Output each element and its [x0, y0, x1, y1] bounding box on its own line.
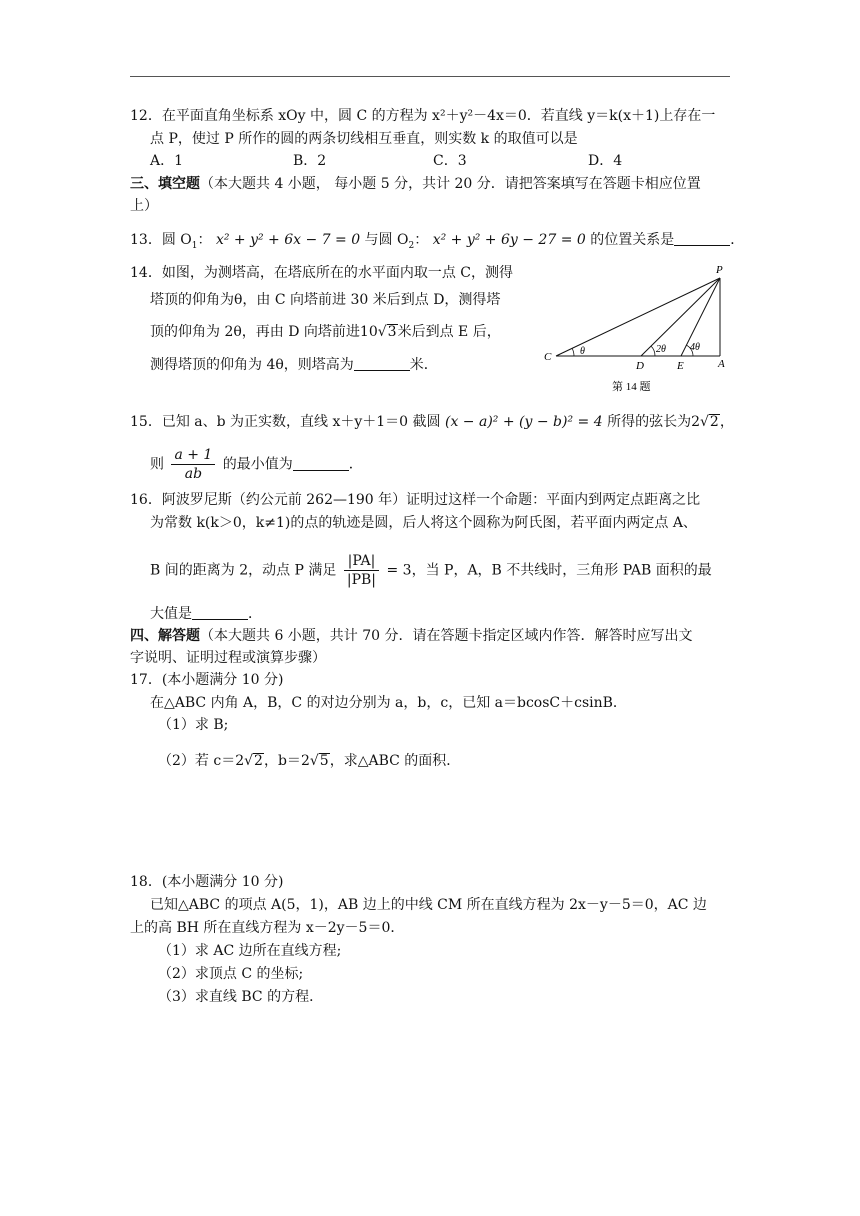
q13-sub1: 1 — [191, 240, 198, 251]
q16-line2: 为常数 k(k＞0，k≠1)的点的轨迹是圆，后人将这个圆称为阿氏图，若平面内两定点 A、 — [150, 515, 697, 531]
q14-line3rad: 3 — [387, 324, 397, 340]
section3-desc2: 上） — [130, 198, 158, 214]
fig-label-c: C — [544, 351, 552, 363]
q16-line3eq: = 3 — [386, 562, 412, 579]
q13-eq2: x² + y² + 6y − 27 = 0 — [432, 232, 586, 248]
q13-mid: 与圆 O — [360, 232, 409, 248]
q16-line3 — [150, 552, 712, 589]
q17-part2c: 2 — [235, 753, 245, 769]
section4-heading — [130, 626, 693, 646]
section3-heading — [130, 174, 701, 194]
q15-line2b: 的最小值为 — [222, 456, 293, 473]
q12-line2: 点 P，使过 P 所作的圆的两条切线相互垂直，则实数 k 的取值可以是 — [150, 131, 578, 147]
q16-line4end: ． — [248, 606, 262, 622]
q17-part2: （2）若 c＝2√2，b＝2√5，求△ABC 的面积． — [158, 753, 461, 769]
section3-desc1: （本大题共 4 小题， 每小题 5 分，共计 20 分．请把答案填写在答题卡相应位置 — [200, 176, 701, 192]
fig-label-e: E — [677, 360, 684, 372]
q15-circle-eq: (x − a)² + (y − b)² = 4 — [445, 414, 603, 430]
q13-sub2: 2 — [408, 240, 415, 251]
section4-desc1: （本大题共 6 小题，共计 70 分．请在答题卡指定区域内作答．解答时应写出文 — [200, 628, 693, 644]
q17-line1: 在△ABC 内角 A，B，C 的对边分别为 a，b，c，已知 a＝bcosC＋csinB． — [150, 695, 627, 711]
q17-part2d: 2 — [300, 753, 310, 769]
q16-line1: 16．阿波罗尼斯（约公元前 262—190 年）证明过这样一个命题：平面内到两定点距离之比 — [130, 492, 701, 508]
q15-line1b: 所得的弦长为 — [607, 414, 692, 430]
q17-part2a: （2）若 c＝ — [158, 753, 236, 769]
q15-line2 — [150, 446, 363, 483]
q15-frac-num: a + 1 — [171, 446, 215, 465]
q14-figure — [540, 260, 740, 400]
q18-part2: （2）求顶点 C 的坐标; — [158, 966, 304, 982]
q16-line3a: B 间的距离为 2，动点 P 满足 — [150, 562, 337, 579]
q16-frac-num: |PA| — [344, 552, 379, 571]
fig-label-p: P — [716, 264, 723, 276]
option-c: C．3 — [433, 153, 467, 169]
q17-part2b: ，b＝ — [263, 753, 301, 769]
q13-end: ． — [730, 232, 745, 248]
fig-label-a: A — [718, 358, 725, 370]
q14-line4b: 米． — [409, 357, 438, 373]
q17-part2crad: 2 — [254, 753, 263, 769]
q15-answer-blank[interactable] — [293, 456, 349, 471]
q16-line4 — [150, 604, 262, 624]
fig-line-dp — [641, 278, 720, 356]
q15-line1: 15．已知 a、b 为正实数，直线 x＋y＋1＝0 截圆 (x − a)² + (y − b)² = 4 所得的弦长为2√2， — [130, 414, 734, 430]
q16-fraction — [344, 552, 379, 589]
q13-colon1: ： — [197, 232, 212, 248]
q17-part2e: ，求△ABC 的面积． — [329, 753, 461, 769]
fig-angle-2theta: 2θ — [656, 344, 666, 355]
q14-line3a: 顶的仰角为 2θ，再由 D 向塔前进 — [150, 324, 360, 340]
q17-part1: （1）求 B; — [158, 717, 229, 733]
q15-frac-den: ab — [184, 466, 203, 482]
fig-angle-arc-c — [572, 348, 574, 356]
q18-head: 18．(本小题满分 10 分) — [130, 874, 284, 890]
q18-part1: （1）求 AC 边所在直线方程; — [158, 943, 342, 959]
q17-head: 17．(本小题满分 10 分) — [130, 672, 284, 688]
q15-line2a: 则 — [150, 456, 164, 473]
q17-part2drad: 5 — [319, 753, 329, 769]
option-a: A．1 — [150, 153, 184, 169]
q18-line2: 上的高 BH 所在直线方程为 x－2y－5＝0． — [130, 920, 405, 936]
q16-answer-blank[interactable] — [192, 605, 248, 620]
q12-line1: 12．在平面直角坐标系 xOy 中，圆 C 的方程为 x²＋y²－4x＝0．若直线 y＝k(x＋1)上存在一 — [130, 108, 716, 124]
q14-line2: 塔顶的仰角为θ，由 C 向塔前进 30 米后到点 D，测得塔 — [150, 292, 501, 308]
q16-line3b: ，当 P，A，B 不共线时，三角形 PAB 面积的最 — [411, 562, 712, 579]
option-b: B．2 — [293, 153, 327, 169]
q15-line1rad: 2 — [709, 414, 719, 430]
q14-line1: 14．如图，为测塔高，在塔底所在的水平面内取一点 C，测得 — [130, 265, 513, 281]
q13-line — [130, 230, 744, 256]
q16-frac-den: |PB| — [346, 572, 377, 588]
q14-line3b: 米后到点 E 后， — [397, 324, 501, 340]
option-d: D．4 — [588, 153, 623, 169]
fig-angle-arc-d — [651, 346, 655, 356]
fig-angle-theta: θ — [580, 346, 585, 357]
q18-line1: 已知△ABC 的项点 A(5，1)，AB 边上的中线 CM 所在直线方程为 2x－y－5＝0，AC 边 — [150, 897, 707, 913]
section4-desc2: 字说明、证明过程或演算步骤） — [130, 650, 326, 666]
q14-line4a: 测得塔顶的仰角为 4θ，则塔高为 — [150, 357, 354, 373]
q13-answer-blank[interactable] — [674, 231, 730, 246]
q14-line4 — [150, 355, 438, 375]
q14-line3: 顶的仰角为 2θ，再由 D 向塔前进10√3米后到点 E 后， — [150, 324, 501, 340]
q13-suffix: 的位置关系是 — [585, 232, 675, 248]
fig-angle-4theta: 4θ — [690, 342, 700, 353]
fig-caption: 第 14 题 — [612, 381, 651, 393]
fig-line-ep — [681, 278, 720, 356]
q13-prefix: 13．圆 O — [130, 232, 192, 248]
q16-line4a: 大值是 — [150, 606, 192, 622]
q14-line3num: 10 — [359, 324, 378, 340]
q15-line1c: 2 — [691, 414, 700, 430]
section3-title: 三、填空题 — [130, 176, 200, 192]
q13-eq1: x² + y² + 6x − 7 = 0 — [215, 232, 361, 248]
q13-colon2: ： — [414, 232, 429, 248]
q15-line1a: 15．已知 a、b 为正实数，直线 x＋y＋1＝0 截圆 — [130, 414, 441, 430]
q15-line1end: ， — [719, 414, 734, 430]
section4-title: 四、解答题 — [130, 628, 200, 644]
q15-fraction — [171, 446, 215, 483]
header-rule — [130, 76, 730, 77]
fig-label-d: D — [636, 360, 644, 372]
q15-line2end: ． — [348, 456, 363, 473]
q14-answer-blank[interactable] — [354, 356, 410, 371]
q18-part3: （3）求直线 BC 的方程． — [158, 989, 324, 1005]
